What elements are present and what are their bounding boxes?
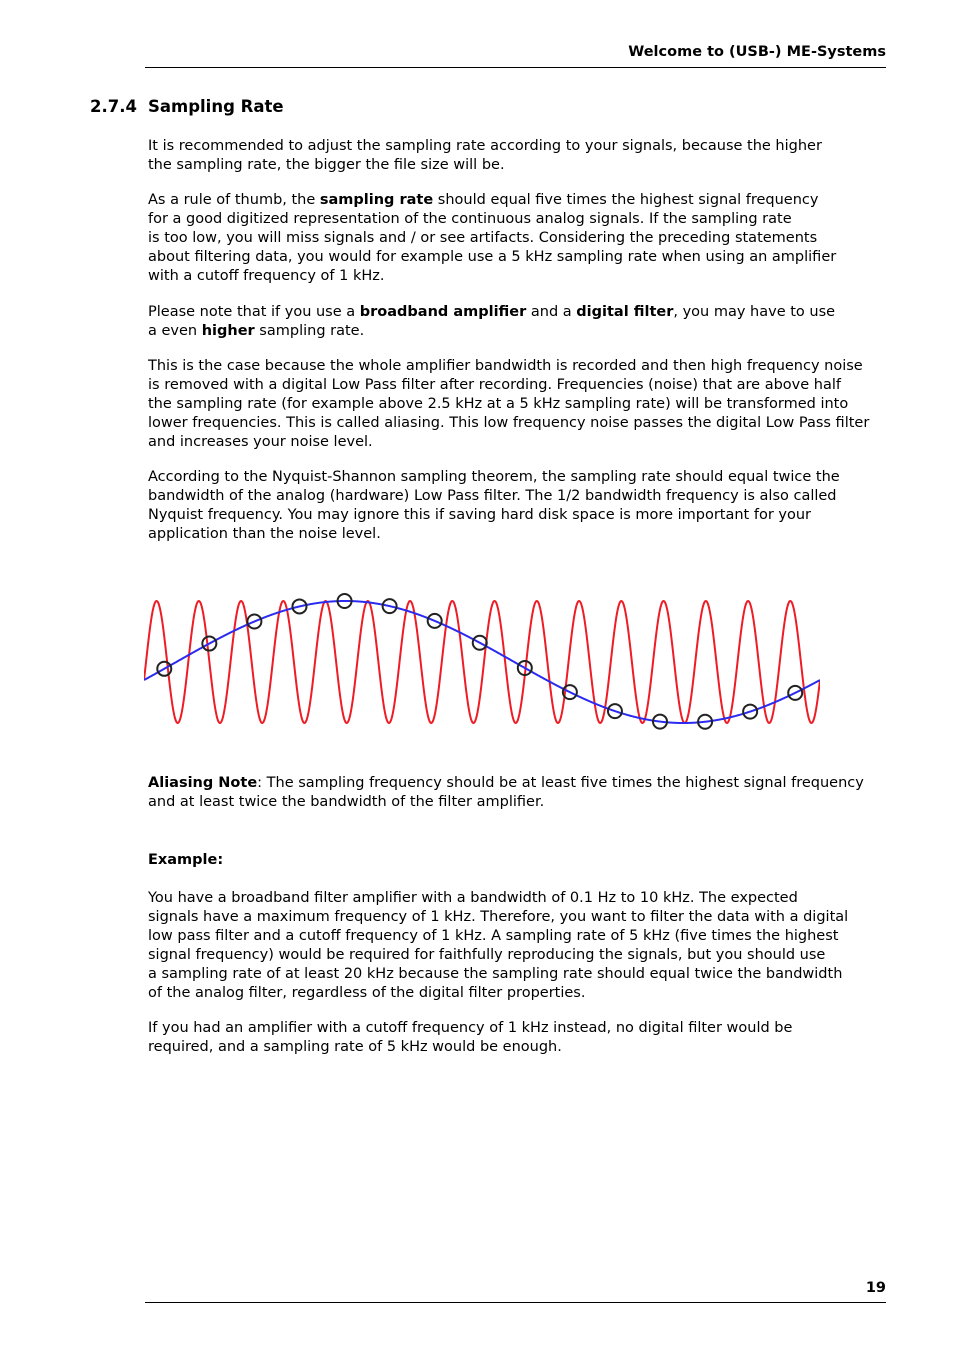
header-rule <box>145 67 886 68</box>
section-heading <box>90 97 284 116</box>
aliased-low-frequency-wave <box>144 601 820 723</box>
paragraph-broadband-note: Please note that if you use a broadband amplifier and a digital filter, you may have to use a even higher sampling rate. <box>148 304 836 339</box>
section-title: Sampling Rate <box>148 97 284 116</box>
footer-rule <box>145 1302 886 1303</box>
paragraph-file-size: It is recommended to adjust the sampling rate according to your signals, because the higher the sampling rate, the bigger the file size will be. <box>148 138 822 173</box>
paragraph-example: You have a broadband filter amplifier with a bandwidth of 0.1 Hz to 10 kHz. The expected signals have a maximum frequency of 1 kHz. Therefore, you want to filter the data with a digital low pass filter and a cutoff frequency of 1 kHz. A sampling rate of 5 kHz (five times the highest signal frequency) would be required for faithfully reproducing the signals, but you should use a sampling rate of at least 20 kHz because the sampling rate should equal twice the bandwidth of the analog filter, regardless of the digital filter properties. <box>148 890 849 1001</box>
paragraph-nyquist: According to the Nyquist-Shannon sampling theorem, the sampling rate should equal twice the bandwidth of the analog (hardware) Low Pass filter. The 1/2 bandwidth frequency is also called Nyquist frequency. You may ignore this if saving hard disk space is more important for your application than the noise level. <box>148 469 840 542</box>
aliasing-illustration <box>144 588 820 736</box>
high-frequency-signal-wave <box>144 601 820 723</box>
page-number: 19 <box>865 1280 886 1296</box>
paragraph-aliasing: This is the case because the whole amplifier bandwidth is recorded and then high frequency noise is removed with a digital Low Pass filter after recording. Frequencies (noise) that are above half the sampling rate (for example above 2.5 kHz at a 5 kHz sampling rate) will be transformed into lower frequencies. This is called aliasing. This low frequency noise passes the digital Low Pass filter and increases your noise level. <box>148 358 870 450</box>
section-number: 2.7.4 <box>90 97 137 116</box>
sample-markers <box>157 594 802 729</box>
example-heading: Example: <box>148 852 224 868</box>
paragraph-rule-of-thumb: As a rule of thumb, the sampling rate should equal five times the highest signal frequency for a good digitized representation of the continuous analog signals. If the sampling rate is too low, you will miss signals and / or see artifacts. Considering the preceding statements about filtering data, you would for example use a 5 kHz sampling rate when using an amplifier with a cutoff frequency of 1 kHz. <box>148 192 837 284</box>
paragraph-cutoff-alternative: If you had an amplifier with a cutoff frequency of 1 kHz instead, no digital filter would be required, and a sampling rate of 5 kHz would be enough. <box>148 1020 793 1055</box>
running-header: Welcome to (USB-) ME-Systems <box>628 44 886 60</box>
aliasing-note: Aliasing Note: The sampling frequency should be at least five times the highest signal frequency and at least twice the bandwidth of the filter amplifier. <box>148 775 864 810</box>
